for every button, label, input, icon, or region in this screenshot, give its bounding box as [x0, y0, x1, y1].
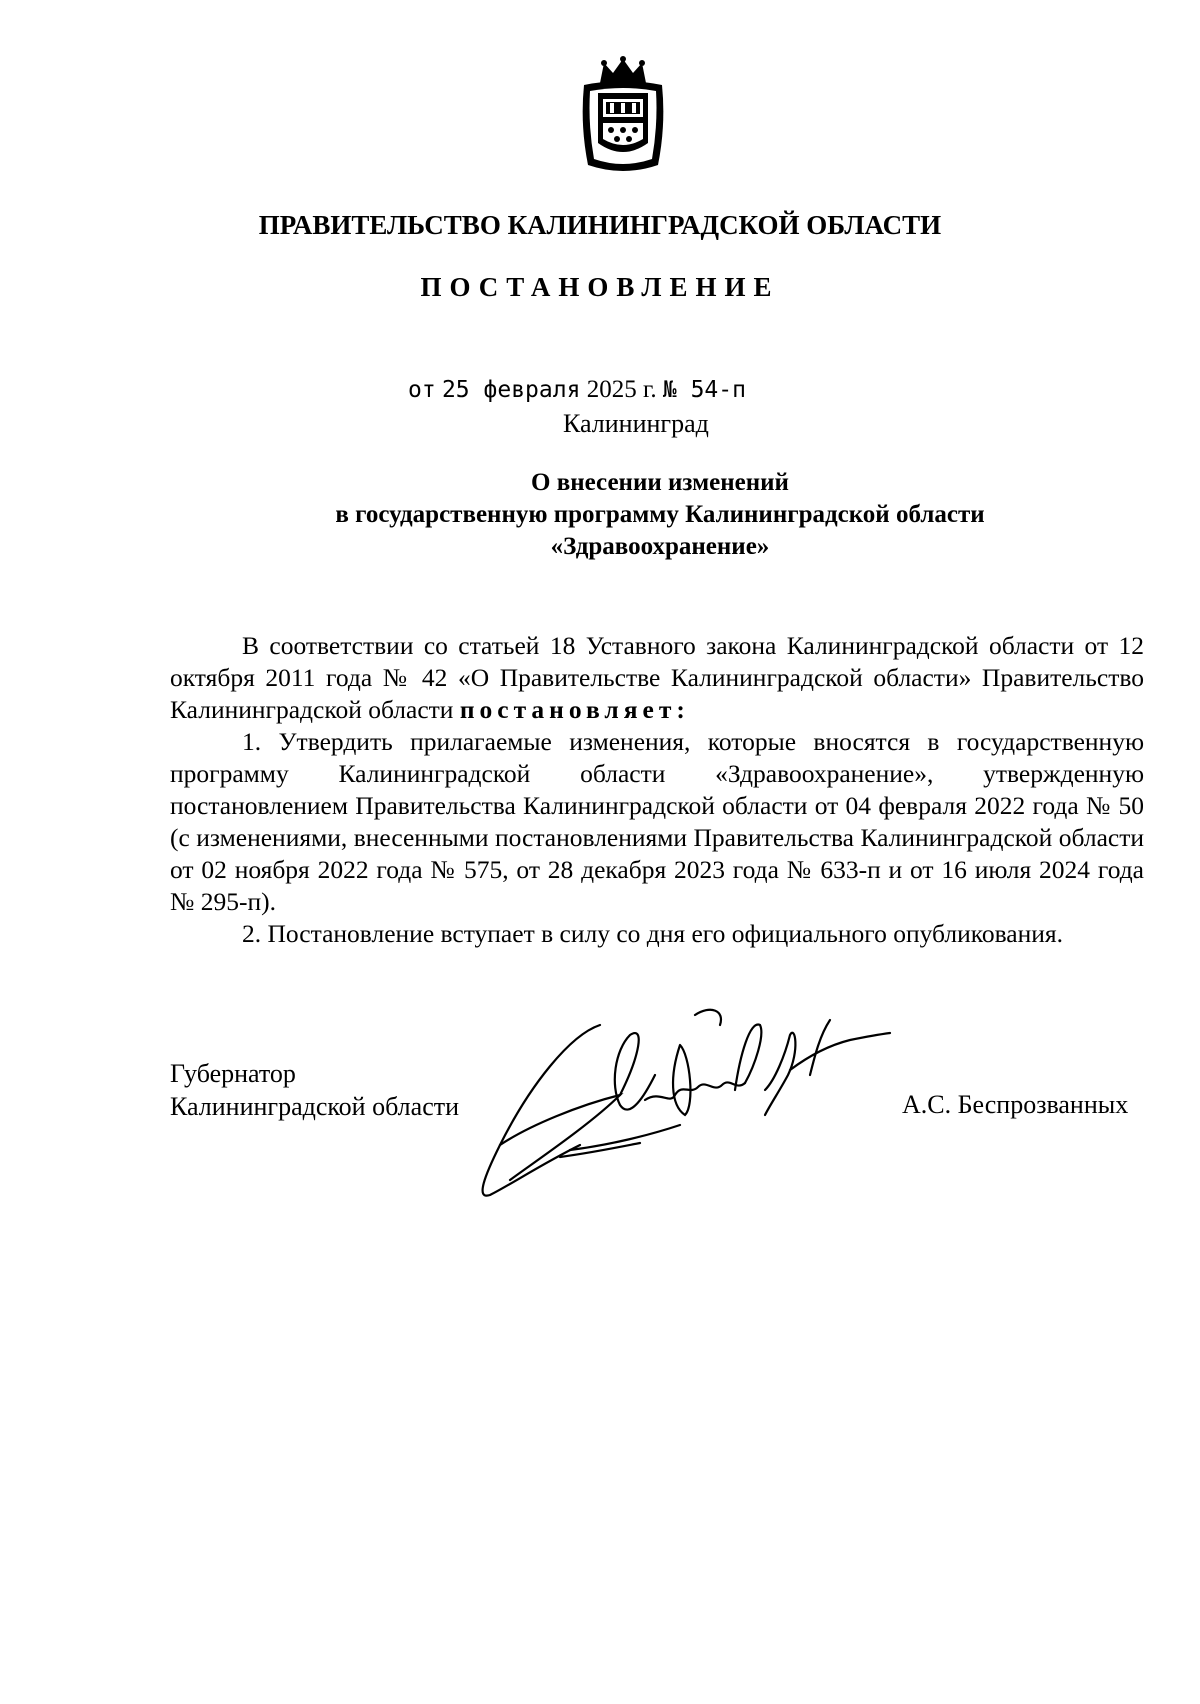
decree-keyword: постановляет: — [459, 695, 690, 724]
coat-of-arms-emblem — [578, 55, 668, 177]
document-number: № 54-п — [662, 377, 746, 403]
document-title — [260, 467, 1060, 563]
clause-2: 2. Постановление вступает в силу со дня его официального опубликования. — [242, 919, 1063, 948]
document-type: ПОСТАНОВЛЕНИЕ — [420, 272, 780, 302]
city-name: Калининград — [563, 409, 709, 438]
preamble-paragraph — [170, 630, 1144, 726]
preamble-text: В соответствии со статьей 18 Уставного закона Калининградской области от 12 октября 2011 года № 42 «О Правительстве Калининградской области» Правительство Калининградской области — [170, 631, 1144, 724]
handwritten-signature — [470, 995, 950, 1205]
title-line-2: в государственную программу Калининградской области — [335, 501, 985, 528]
signatory-name: А.С. Беспрозванных — [902, 1090, 1129, 1119]
title-line-1: О внесении изменений — [531, 469, 789, 496]
title-line-3: «Здравоохранение» — [550, 533, 770, 560]
signatory-position — [170, 1057, 459, 1123]
document-year: 2025 г. — [586, 376, 657, 403]
position-line-1: Губернатор — [170, 1059, 296, 1088]
position-line-2: Калининградской области — [170, 1092, 460, 1121]
date-number-line — [408, 376, 746, 404]
date-prefix: от — [408, 377, 436, 403]
document-date: 25 февраля — [441, 377, 581, 403]
government-name: ПРАВИТЕЛЬСТВО КАЛИНИНГРАДСКОЙ ОБЛАСТИ — [258, 210, 942, 240]
clause-1: 1. Утвердить прилагаемые изменения, которые вносятся в государственную программу Калининградской области «Здравоохранение», утвержденную постановлением Правительства Калининградской области от 04 февраля 2022 года № 50 (с изменениями, внесенными постановлениями Правительства Калининградской области от 02 ноября 2022 года № 575, от 28 декабря 2023 года № 633-п и от 16 июля 2024 года № 295-п). — [170, 727, 1144, 916]
document-body — [170, 630, 1144, 950]
